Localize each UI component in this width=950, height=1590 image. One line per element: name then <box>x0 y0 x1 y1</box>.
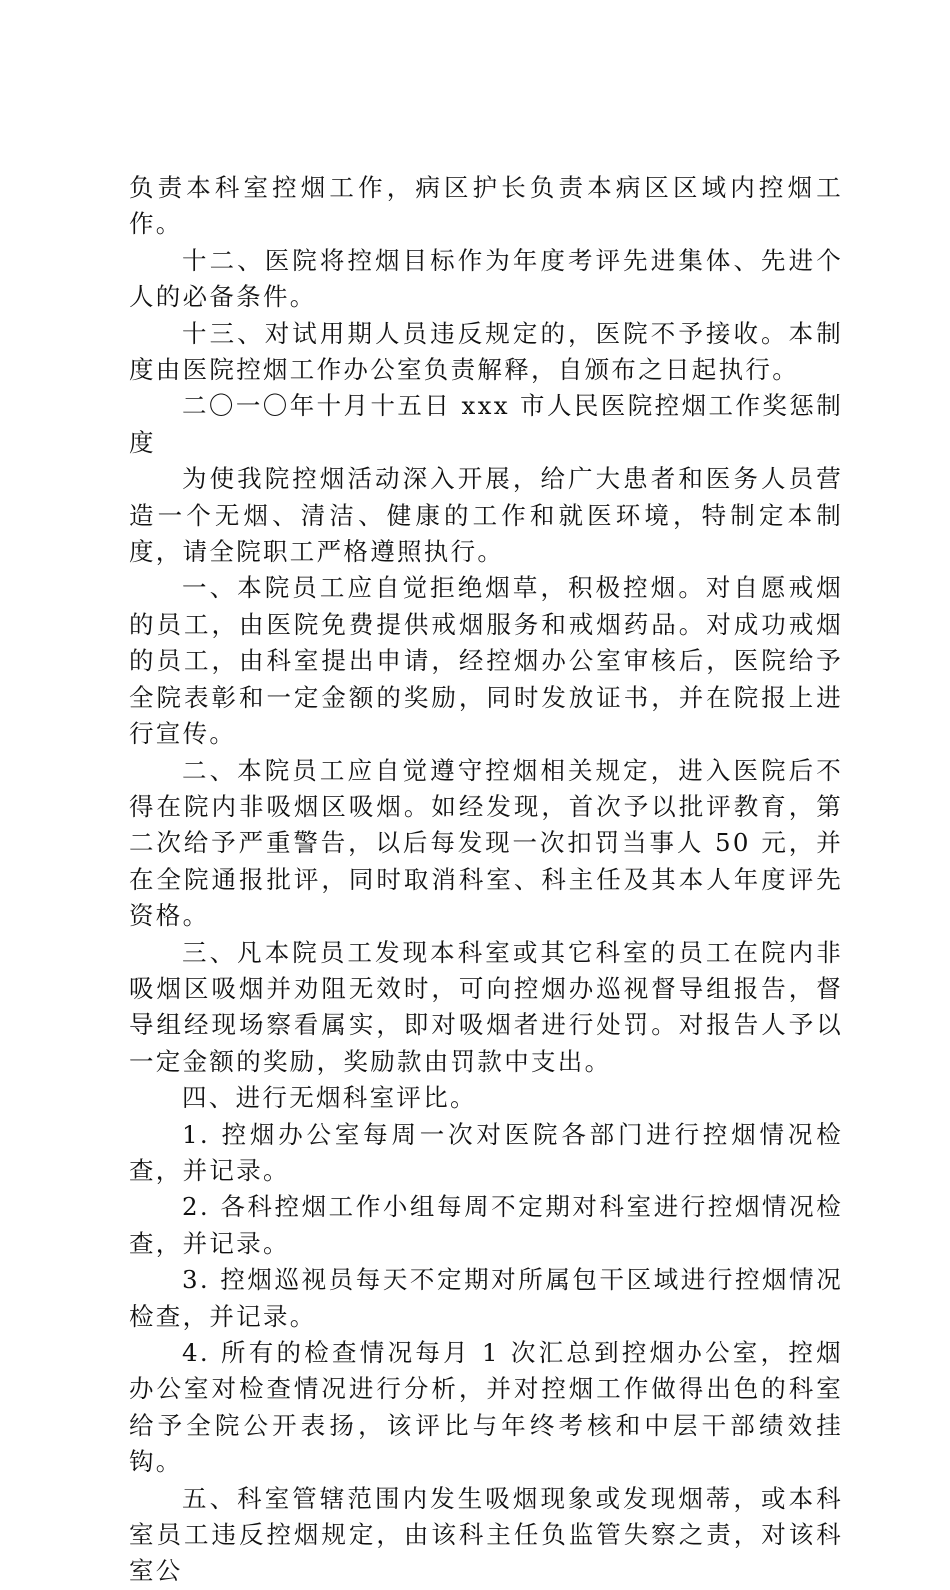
paragraph-14: 五、科室管辖范围内发生吸烟现象或发现烟蒂，或本科室员工违反控烟规定，由该科主任负监管失察之责，对该科室公 <box>129 1483 843 1586</box>
paragraph-4-heading: 二〇一〇年十月十五日 xxx 市人民医院控烟工作奖惩制度 <box>129 391 843 457</box>
paragraph-7: 二、本院员工应自觉遵守控烟相关规定，进入医院后不得在院内非吸烟区吸烟。如经发现，首次予以批评教育，第二次给予严重警告，以后每发现一次扣罚当事人 50 元，并在全院通报批评，同时取消科室、科主任及其本人年度评先资格。 <box>129 755 843 931</box>
paragraph-10: 1. 控烟办公室每周一次对医院各部门进行控烟情况检查，并记录。 <box>129 1119 843 1185</box>
paragraph-6: 一、本院员工应自觉拒绝烟草，积极控烟。对自愿戒烟的员工，由医院免费提供戒烟服务和戒烟药品。对成功戒烟的员工，由科室提出申请，经控烟办公室审核后，医院给予全院表彰和一定金额的奖励，同时发放证书，并在院报上进行宣传。 <box>129 573 843 749</box>
document-body <box>129 170 843 1590</box>
paragraph-9: 四、进行无烟科室评比。 <box>182 1083 477 1113</box>
paragraph-5: 为使我院控烟活动深入开展，给广大患者和医务人员营造一个无烟、清洁、健康的工作和就医环境，特制定本制度，请全院职工严格遵照执行。 <box>129 464 843 567</box>
paragraph-13: 4. 所有的检查情况每月 1 次汇总到控烟办公室，控烟办公室对检查情况进行分析，并对控烟工作做得出色的科室给予全院公开表扬，该评比与年终考核和中层干部绩效挂钩。 <box>129 1338 843 1477</box>
paragraph-1: 负责本科室控烟工作，病区护长负责本病区区域内控烟工作。 <box>129 173 843 239</box>
paragraph-11: 2. 各科控烟工作小组每周不定期对科室进行控烟情况检查，并记录。 <box>129 1192 843 1258</box>
paragraph-8: 三、凡本院员工发现本科室或其它科室的员工在院内非吸烟区吸烟并劝阻无效时，可向控烟办巡视督导组报告，督导组经现场察看属实，即对吸烟者进行处罚。对报告人予以一定金额的奖励，奖励款由罚款中支出。 <box>129 937 843 1076</box>
paragraph-3: 十三、对试用期人员违反规定的，医院不予接收。本制度由医院控烟工作办公室负责解释，自颁布之日起执行。 <box>129 318 843 385</box>
paragraph-2: 十二、医院将控烟目标作为年度考评先进集体、先进个人的必备条件。 <box>129 245 843 312</box>
paragraph-12: 3. 控烟巡视员每天不定期对所属包干区域进行控烟情况检查，并记录。 <box>129 1265 843 1331</box>
